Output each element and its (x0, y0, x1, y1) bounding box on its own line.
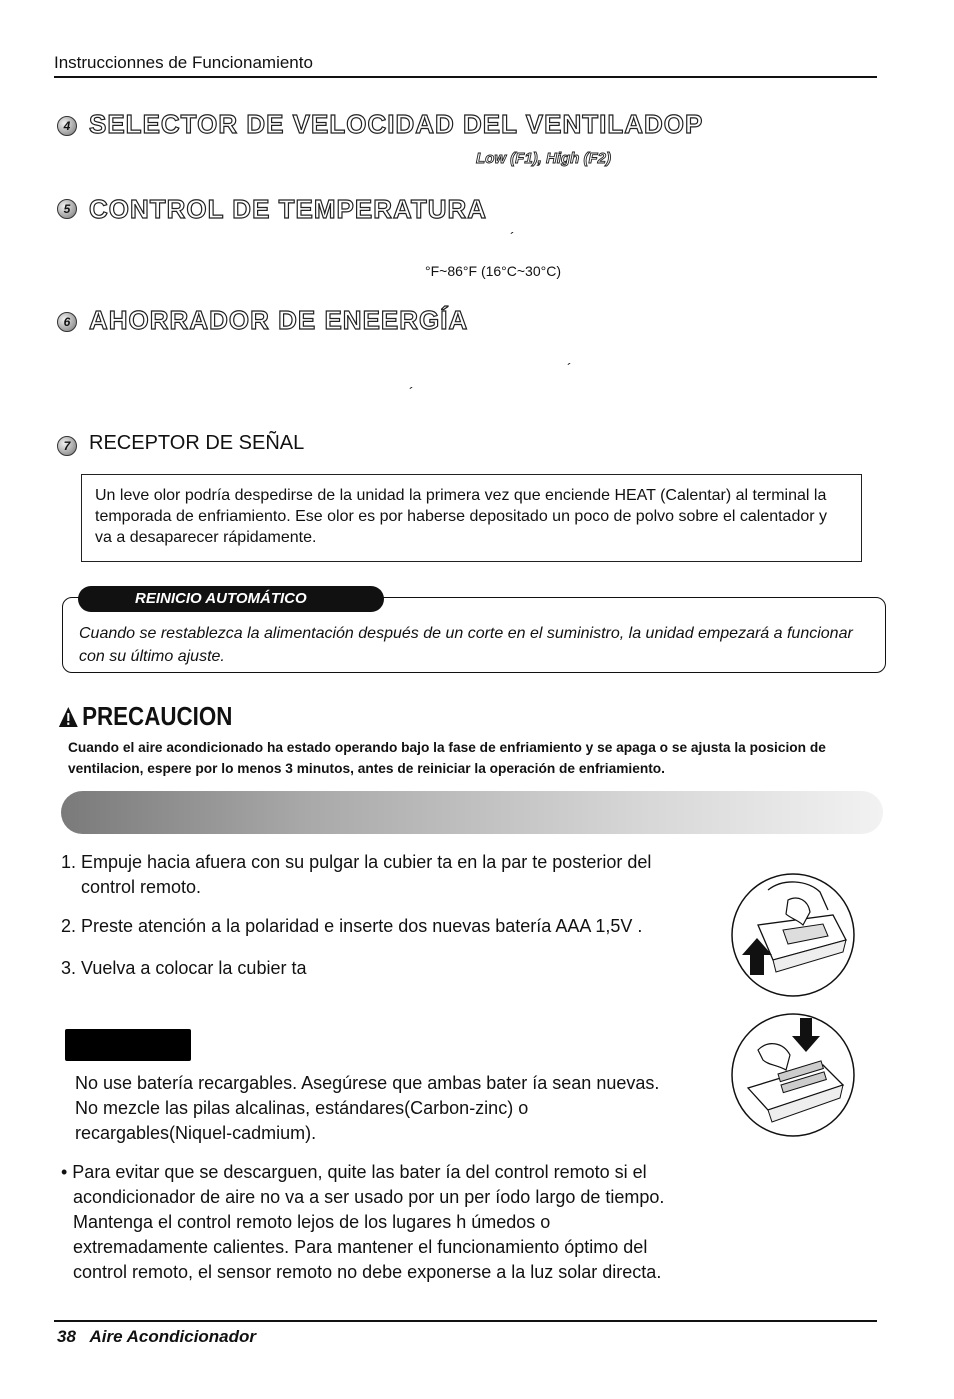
step-2-line-1: 2. Preste atención a la polaridad e inserte dos nuevas batería AAA 1,5V . (61, 916, 643, 936)
note-label-block (65, 1029, 191, 1061)
battery-note-line-3: recargables(Niquel-cadmium). (75, 1123, 317, 1143)
warning-icon (58, 706, 79, 728)
battery-note-line-2: No mezcle las pilas alcalinas, estándares(Carbon-zinc) o (75, 1098, 529, 1118)
footer-title: Aire Acondicionador (89, 1327, 257, 1346)
caution-heading (58, 701, 232, 732)
step-1-line-1: 1. Empuje hacia afuera con su pulgar la cubier ta en la par te posterior del (61, 852, 652, 872)
section-header-bar (61, 791, 883, 834)
step-1 (61, 850, 701, 900)
temperature-accent-mark: ´ (510, 229, 515, 245)
section-title-energy-saver: AHORRADOR DE ENEERGÍA (89, 305, 469, 335)
note-box: Un leve olor podría despedirse de la unidad la primera vez que enciende HEAT (Calentar) al terminal la temporada de enfriamiento. Ese olor es por haberse depositado un poco de polvo sobre el calentador y va a desaparecer rápidamente. (81, 474, 862, 562)
step-2 (61, 914, 701, 939)
auto-restart-label: REINICIO AUTOMÁTICO (78, 586, 384, 612)
section-title-receiver: RECEPTOR DE SEÑAL (89, 432, 305, 454)
footer-rule (54, 1320, 877, 1322)
section-title-fan-speed: SELECTOR DE VELOCIDAD DEL VENTILADOP (89, 109, 704, 139)
storage-advice-line-3: Mantenga el control remoto lejos de los lugares h úmedos o (73, 1212, 551, 1232)
section-number-5: 5 (57, 199, 77, 219)
remove-cover-illustration (728, 870, 858, 1000)
section-title-temperature: CONTROL DE TEMPERATURA (89, 194, 488, 224)
auto-restart-box: Cuando se restablezca la alimentación después de un corte en el suministro, la unidad empezará a funcionar con su último ajuste. (62, 597, 886, 673)
step-3 (61, 956, 701, 981)
storage-advice-line-5: control remoto, el sensor remoto no debe exponerse a la luz solar directa. (73, 1262, 662, 1282)
running-header: Instruccionnes de Funcionamiento (54, 53, 313, 72)
battery-note-line-1: No use batería recargables. Asegúrese que ambas bater ía sean nuevas. (75, 1073, 660, 1093)
storage-advice (61, 1160, 721, 1285)
footer (57, 1327, 256, 1347)
step-3-line-1: 3. Vuelva a colocar la cubier ta (61, 958, 307, 978)
insert-battery-illustration (728, 1010, 858, 1140)
storage-advice-line-1: • Para evitar que se descarguen, quite las bater ía del control remoto si el (61, 1162, 647, 1182)
temperature-range: °F~86°F (16°C~30°C) (425, 263, 562, 279)
caution-title: PRECAUCION (82, 701, 233, 731)
energy-accent-mark-2: ´ (409, 384, 414, 400)
header-rule (54, 76, 877, 78)
page-number: 38 (57, 1327, 76, 1346)
storage-advice-line-2: acondicionador de aire no va a ser usado por un per íodo largo de tiempo. (73, 1187, 665, 1207)
caution-text: Cuando el aire acondicionado ha estado operando bajo la fase de enfriamiento y se apaga o se ajusta la posicion de ventilacion, espere por lo menos 3 minutos, antes de reiniciar la operación de enfriamiento. (68, 739, 826, 776)
battery-note (75, 1071, 659, 1146)
energy-accent-mark-1: ´ (567, 360, 572, 376)
section-number-7: 7 (57, 436, 77, 456)
storage-advice-line-4: extremadamente calientes. Para mantener el funcionamiento óptimo del (73, 1237, 648, 1257)
step-1-line-2: control remoto. (81, 877, 202, 897)
section-number-4: 4 (57, 116, 77, 136)
fan-speed-values: Low (F1), High (F2) (476, 150, 611, 167)
section-number-6: 6 (57, 312, 77, 332)
